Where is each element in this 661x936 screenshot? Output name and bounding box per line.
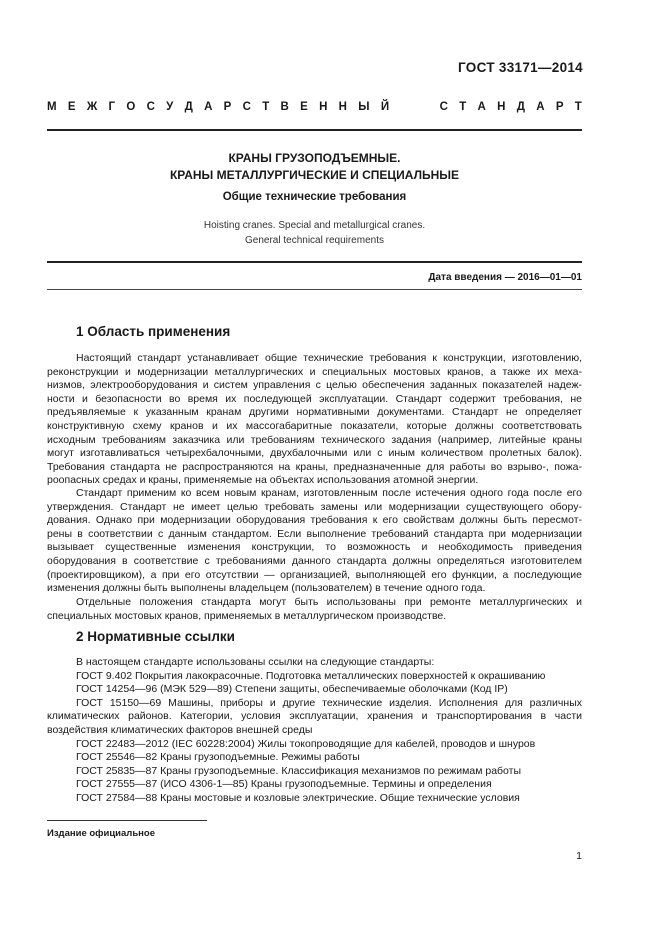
text-line: дования. Однако при модернизации оборудования требования к его свойствам должны быть пересмот-: [47, 514, 582, 527]
banner-letter: Е: [67, 101, 76, 113]
section-1-paragraph-3: [47, 596, 582, 623]
text-line: изменения должны быть выполнены владельцем (пользователем) в течение одного года.: [47, 582, 486, 595]
banner-letter: Г: [108, 101, 116, 113]
banner-letter: Ы: [358, 101, 370, 113]
references-intro: В настоящем стандарте использованы ссылки на следующие стандарты:: [76, 656, 435, 668]
banner-letter: Й: [380, 101, 390, 113]
footer-rule: [47, 820, 207, 821]
text-line: ности и безопасности во время их последующей эксплуатации. Стандарт содержит требования, не: [47, 392, 582, 405]
title-rule: [47, 261, 582, 263]
banner-letter: Д: [516, 101, 525, 113]
reference-item-line: воздействия климатических факторов внешней среды: [47, 723, 313, 736]
text-line: (проектировщиком), а при его отсутствии — организацией, выполняющей его функции, а последующие: [47, 568, 582, 581]
banner-letter: А: [477, 101, 486, 113]
banner-gap: [400, 101, 428, 113]
text-line: роопасных средах и краны, применяемые на объектах использования атомной энергии.: [47, 474, 479, 487]
text-line: Требования стандарта не распространяются на краны, предназначенные для работы во взрыво-, пожа-: [47, 460, 582, 473]
document-code: ГОСТ 33171—2014: [458, 60, 583, 75]
section-1-heading: 1 Область применения: [76, 324, 231, 339]
banner-letter: Ж: [86, 101, 98, 113]
reference-item-line: ГОСТ 27555—87 (ИСО 4306-1—85) Краны грузоподъемные. Термины и определения: [76, 778, 492, 791]
text-line: реконструкции и модернизации металлургических и специальных мостовых кранов, а также их меха-: [47, 365, 582, 378]
title-line-1: КРАНЫ ГРУЗОПОДЪЕМНЫЕ.: [228, 151, 401, 165]
banner-letter: Т: [459, 101, 467, 113]
banner-letter: Н: [338, 101, 347, 113]
text-line: низмов, электрооборудования и систем управления с целью обеспечения заданных показателей надеж-: [47, 379, 582, 392]
banner-letter: С: [439, 101, 448, 113]
text-line: конструктивную схему кранов и их массогабаритные показатели, которые должны соответствовать: [47, 419, 582, 432]
text-line: оборудования в соответствие с требованиями данного стандарта должны определяться изготовителем: [47, 554, 582, 567]
section-2-heading: 2 Нормативные ссылки: [76, 629, 235, 644]
standard-banner: [47, 101, 582, 113]
reference-item-line: ГОСТ 25546—82 Краны грузоподъемные. Режимы работы: [76, 751, 360, 764]
section-1-paragraph-2: [47, 487, 582, 596]
banner-letter: Д: [184, 101, 193, 113]
date-rule: [47, 289, 582, 290]
banner-letter: Н: [319, 101, 328, 113]
reference-item-line: ГОСТ 22483—2012 (IEC 60228:2004) Жилы токопроводящие для кабелей, проводов и шнуров: [76, 737, 536, 750]
english-title: [47, 218, 582, 248]
banner-letter: А: [536, 101, 545, 113]
text-line: могут изготавливаться четырехбалочными, двухбалочными или с иным количеством пролетных балок).: [47, 447, 582, 460]
text-line: Стандарт применим ко всем новым кранам, изготовленным после истечения одного года после его: [76, 487, 582, 499]
reference-item-line: ГОСТ 27584—88 Краны мостовые и козловые электрические. Общие технические условия: [76, 791, 520, 804]
banner-letter: М: [47, 101, 57, 113]
reference-item-line: ГОСТ 25835—87 Краны грузоподъемные. Классификация механизмов по режимам работы: [76, 764, 522, 777]
text-line: Настоящий стандарт устанавливает общие технические требования к конструкции, изготовлению,: [76, 352, 582, 364]
title-line-2: КРАНЫ МЕТАЛЛУРГИЧЕСКИЕ И СПЕЦИАЛЬНЫЕ: [169, 168, 460, 182]
banner-letter: В: [280, 101, 289, 113]
text-line: предъявляемые к указанным кранам другими нормативными документами. Стандарт не определяет: [47, 406, 582, 419]
banner-letter: Т: [574, 101, 582, 113]
banner-letter: С: [242, 101, 251, 113]
text-line: исходным требованиям заказчика или требованиям технического задания (например, литейные краны: [47, 433, 582, 446]
banner-letter: Р: [223, 101, 232, 113]
section-2-intro: [47, 656, 582, 670]
text-line: рены в соответствии с данным стандартом. Если выполнение требований стандарта при модернизации: [47, 527, 582, 540]
text-line: специальных мостовых кранов, применяемых в металлургическом производстве.: [47, 609, 447, 622]
official-edition-label: Издание официальное: [47, 828, 155, 839]
page-number: 1: [576, 850, 582, 862]
banner-letter: Н: [497, 101, 506, 113]
text-line: Отдельные положения стандарта могут быть использованы при ремонте металлургических и: [76, 596, 582, 608]
banner-letter: У: [166, 101, 174, 113]
banner-letter: Е: [300, 101, 308, 113]
reference-list: [47, 670, 582, 806]
introduction-date: Дата введения — 2016—01—01: [428, 272, 582, 283]
text-line: утверждения. Стандарт не имеет целью требовать замены или модернизации существующего обору-: [47, 500, 582, 513]
document-title: [47, 150, 582, 184]
banner-letter: О: [126, 101, 136, 113]
banner-letter: С: [146, 101, 155, 113]
document-subtitle: Общие технические требования: [222, 191, 407, 203]
text-line: вызывает существенные изменения конструкции, то возможность и необходимость приведения: [47, 541, 582, 554]
reference-item-line: климатических районов. Категории, условия эксплуатации, хранения и транспортирования в части: [47, 710, 582, 723]
reference-item-line: ГОСТ 15150—69 Машины, приборы и другие технические изделия. Исполнения для различных: [76, 696, 582, 709]
reference-item-line: ГОСТ 9.402 Покрытия лакокрасочные. Подготовка металлических поверхностей к окрашиванию: [76, 669, 546, 682]
header-rule: [47, 129, 582, 131]
banner-letter: Т: [262, 101, 270, 113]
banner-letter: Р: [555, 101, 564, 113]
banner-letter: А: [204, 101, 213, 113]
reference-item-line: ГОСТ 14254—96 (МЭК 529—89) Степени защиты, обеспечиваемые оболочками (Код IP): [76, 683, 508, 696]
english-title-line-1: Hoisting cranes. Special and metallurgical cranes.: [203, 220, 426, 231]
section-1-paragraph-1: [47, 352, 582, 488]
english-title-line-2: General technical requirements: [245, 235, 384, 246]
